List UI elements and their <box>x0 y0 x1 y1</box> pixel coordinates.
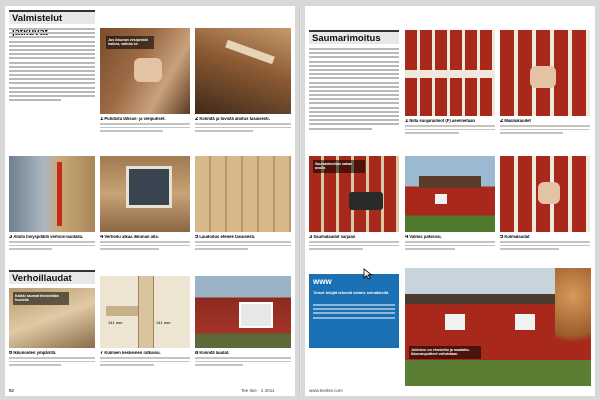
spirit-level-shape <box>57 162 62 226</box>
photo-wall-work <box>195 276 291 348</box>
window-shape <box>435 194 447 204</box>
step-title: Verhoilu alkaa ikkunan alla. <box>104 235 159 239</box>
photo-red-wall-battens <box>405 30 495 116</box>
step-number: 8 <box>195 351 199 356</box>
intro-body-text <box>9 28 95 114</box>
caption-step-5 <box>195 235 291 269</box>
section-heading-verholl: Verhoillaudat <box>9 270 95 284</box>
step-number: 3 <box>9 235 13 240</box>
overlay-note-2: Kaikki saumat tiivistetään huolella <box>13 292 69 305</box>
hand-shape <box>134 58 162 82</box>
photo-window-siding <box>100 156 190 232</box>
caption-right-step-3 <box>309 235 399 269</box>
step-title: Aloita tiivyspitäilli verhois-laudalla. <box>13 235 84 239</box>
caption-step-2 <box>195 117 291 151</box>
caption-right-step-2 <box>500 119 590 153</box>
diagram-corner-detail <box>100 276 190 348</box>
window-shape <box>515 314 535 330</box>
saumarimoitus-body-text <box>309 48 399 144</box>
step-title: Kulmalaudat <box>504 235 530 239</box>
board-shape <box>225 40 275 65</box>
step-number: 5 <box>500 235 504 240</box>
caption-step-3 <box>9 235 95 269</box>
www-box <box>309 274 399 348</box>
photo-level-measure <box>9 156 95 232</box>
step-title: Puhdista lähsus- ja vieipuhset. <box>104 117 166 121</box>
overlay-saw-note: Saumarimoitus sahan avulla <box>313 160 365 173</box>
step-number: 1 <box>100 117 104 122</box>
measure-label-a: 141 mm <box>108 320 123 325</box>
window-shape <box>126 166 172 208</box>
horizontal-batten-shape <box>405 70 495 78</box>
photo-corner-battens <box>500 156 590 232</box>
section-heading-saumarimoitus: Saumarimoitus <box>309 30 399 44</box>
step-title: Maaliukaudet <box>504 119 531 123</box>
overlay-final-note: Julkisivu on ehostettu ja maalattu. Ikkunanpuitteet vaihdetaan. <box>409 346 481 359</box>
overlay-note: Jos ikkunan vesipenkki halkea, vaihda se. <box>106 36 154 49</box>
step-number: 5 <box>195 235 199 240</box>
step-title: Saumalaudat sarjaan <box>313 235 356 239</box>
measure-label-b: 141 mm <box>156 320 171 325</box>
photo-saw <box>309 156 399 232</box>
step-number: 2 <box>195 117 199 122</box>
page-footer: Tee Itse · 1·2011 <box>241 388 275 393</box>
tree-shape <box>555 268 591 360</box>
photo-planks <box>195 156 291 232</box>
step-number: 4 <box>100 235 104 240</box>
step-number: 7 <box>100 351 104 356</box>
step-number: 6 <box>9 351 13 356</box>
caption-right-step-4 <box>405 235 495 269</box>
photo-cleaning-window <box>100 28 190 114</box>
step-title: Nilla suojaraimiot (F) asennetaan <box>409 119 475 123</box>
step-number: 4 <box>405 235 409 240</box>
roof-shape <box>419 176 481 188</box>
left-page <box>5 6 295 396</box>
window-shape <box>239 302 273 328</box>
photo-sealing <box>195 28 291 114</box>
caption-step-6 <box>9 351 95 385</box>
step-title: Kiinnitä laudat. <box>199 351 230 355</box>
saw-shape <box>349 192 383 210</box>
step-title: Kiinnitä ja tiivistä aloitus tasaisesti. <box>199 117 270 121</box>
corner-board-shape <box>138 276 154 348</box>
step-number: 3 <box>309 235 313 240</box>
step-title: Laudoitus etenee tasaisesti. <box>199 235 256 239</box>
step-number: 2 <box>500 119 504 124</box>
window-shape <box>445 314 465 330</box>
step-number: 1 <box>405 119 409 124</box>
right-page <box>305 6 595 396</box>
section-heading-valmistelu: Valmistelut <box>9 10 95 24</box>
www-text: Toiset tekijät tekevät valmis seinäkkeitä <box>313 290 389 295</box>
www-label: www <box>313 277 332 286</box>
mouse-cursor-icon <box>363 268 373 280</box>
photo-finished-barn <box>405 268 591 386</box>
page-footer-url: www.teeitse.com <box>309 388 343 393</box>
page-number: 92 <box>9 388 15 393</box>
side-board-shape <box>106 306 138 316</box>
caption-step-1 <box>100 117 190 151</box>
step-title: Valmis julkisivu. <box>409 235 442 239</box>
caption-right-step-5 <box>500 235 590 269</box>
step-title: Kulmien keskeinen ratkaisu. <box>104 351 161 355</box>
hand-shape <box>538 182 560 204</box>
caption-step-8 <box>195 351 291 385</box>
book-spine <box>299 6 301 396</box>
caption-step-4 <box>100 235 190 269</box>
photo-corner-boards <box>9 288 95 348</box>
hand-shape <box>530 66 556 88</box>
step-title: Ikkunoiden ympärillä. <box>13 351 57 355</box>
photo-house-side <box>405 156 495 232</box>
photo-hands-battens <box>500 30 590 116</box>
caption-step-7 <box>100 351 190 385</box>
caption-right-step-1 <box>405 119 495 153</box>
